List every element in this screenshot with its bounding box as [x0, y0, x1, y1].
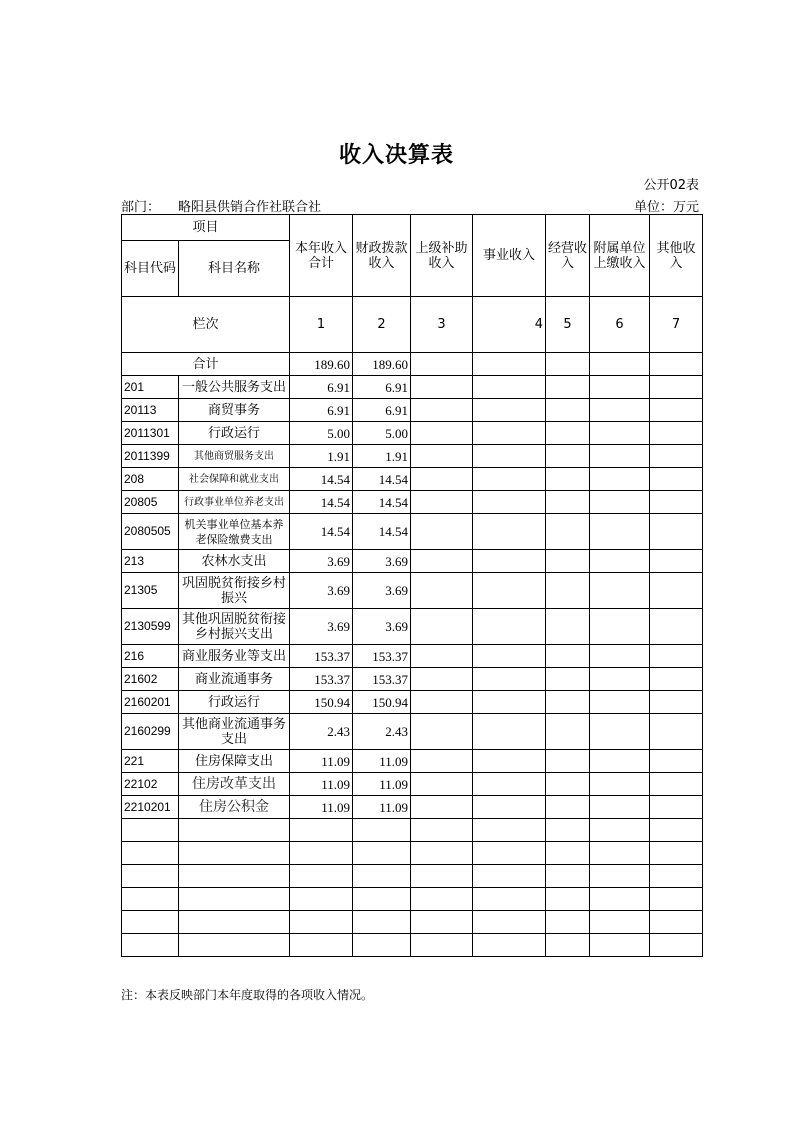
- empty-cell: [590, 399, 650, 422]
- table-row: [122, 609, 703, 645]
- empty-cell: [179, 888, 290, 911]
- page-title: 收入决算表: [338, 143, 454, 168]
- footnote: 注：本表反映部门本年度取得的各项收入情况。: [121, 988, 374, 1002]
- row-fiscal-appropriation: 11.09: [353, 773, 411, 796]
- empty-cell: [122, 819, 179, 842]
- empty-cell: [411, 750, 473, 773]
- empty-cell: [473, 750, 546, 773]
- empty-cell: [122, 934, 179, 957]
- row-name: 行政运行: [179, 691, 290, 714]
- empty-cell: [290, 911, 353, 934]
- row-name: 巩固脱贫衔接乡村振兴: [179, 573, 290, 609]
- total-income-value: 189.60: [290, 353, 353, 376]
- empty-cell: [650, 911, 703, 934]
- row-name: 住房改革支出: [179, 773, 290, 796]
- row-total-income: 150.94: [290, 691, 353, 714]
- column-index-4: 4: [473, 297, 546, 353]
- row-total-income: 14.54: [290, 491, 353, 514]
- empty-cell: [411, 714, 473, 750]
- empty-cell: [290, 888, 353, 911]
- empty-cell: [473, 514, 546, 550]
- empty-cell: [590, 550, 650, 573]
- empty-cell: [650, 550, 703, 573]
- row-code: 221: [122, 750, 179, 773]
- total-row: [122, 353, 703, 376]
- empty-cell: [546, 691, 590, 714]
- empty-cell: [411, 609, 473, 645]
- empty-row: [122, 865, 703, 888]
- empty-cell: [411, 491, 473, 514]
- row-total-income: 153.37: [290, 668, 353, 691]
- row-fiscal-appropriation: 11.09: [353, 796, 411, 819]
- row-code: 216: [122, 645, 179, 668]
- column-index-label: 栏次: [122, 297, 290, 353]
- row-code: 22102: [122, 773, 179, 796]
- empty-cell: [290, 934, 353, 957]
- empty-cell: [411, 468, 473, 491]
- table-row: [122, 491, 703, 514]
- empty-cell: [590, 750, 650, 773]
- empty-cell: [590, 819, 650, 842]
- empty-cell: [590, 668, 650, 691]
- row-code: 2011301: [122, 422, 179, 445]
- empty-cell: [590, 911, 650, 934]
- empty-cell: [546, 573, 590, 609]
- row-total-income: 6.91: [290, 376, 353, 399]
- row-fiscal-appropriation: 153.37: [353, 645, 411, 668]
- empty-cell: [546, 514, 590, 550]
- table-row: [122, 773, 703, 796]
- header-name: 科目名称: [179, 241, 290, 297]
- empty-cell: [650, 934, 703, 957]
- empty-cell: [546, 865, 590, 888]
- row-name: 商贸事务: [179, 399, 290, 422]
- row-code: 2210201: [122, 796, 179, 819]
- empty-cell: [473, 609, 546, 645]
- table-row: [122, 714, 703, 750]
- header-operating-income: 经营收入: [546, 215, 590, 297]
- empty-cell: [650, 750, 703, 773]
- empty-cell: [546, 376, 590, 399]
- empty-row: [122, 842, 703, 865]
- empty-cell: [546, 934, 590, 957]
- table-row: [122, 468, 703, 491]
- row-total-income: 14.54: [290, 514, 353, 550]
- empty-cell: [411, 773, 473, 796]
- empty-cell: [411, 819, 473, 842]
- empty-cell: [411, 399, 473, 422]
- empty-cell: [179, 842, 290, 865]
- row-fiscal-appropriation: 1.91: [353, 445, 411, 468]
- empty-cell: [353, 888, 411, 911]
- empty-cell: [546, 645, 590, 668]
- form-number: 公开02表: [643, 178, 699, 193]
- empty-cell: [473, 422, 546, 445]
- empty-cell: [650, 842, 703, 865]
- row-total-income: 153.37: [290, 645, 353, 668]
- empty-cell: [473, 645, 546, 668]
- empty-cell: [122, 865, 179, 888]
- table-row: [122, 550, 703, 573]
- empty-cell: [411, 445, 473, 468]
- row-fiscal-appropriation: 14.54: [353, 491, 411, 514]
- empty-cell: [546, 399, 590, 422]
- table-row: [122, 645, 703, 668]
- row-name: 其他巩固脱贫衔接乡村振兴支出: [179, 609, 290, 645]
- empty-cell: [546, 911, 590, 934]
- unit-label: 单位：万元: [633, 200, 699, 215]
- row-fiscal-appropriation: 14.54: [353, 514, 411, 550]
- empty-cell: [650, 773, 703, 796]
- empty-cell: [650, 888, 703, 911]
- column-index-row: [122, 297, 703, 353]
- column-index-2: 2: [353, 297, 411, 353]
- empty-cell: [290, 842, 353, 865]
- empty-cell: [650, 445, 703, 468]
- row-name: 其他商贸服务支出: [179, 445, 290, 468]
- header-fiscal-appropriation: 财政拨款收入: [353, 215, 411, 297]
- empty-cell: [650, 573, 703, 609]
- table-row: [122, 376, 703, 399]
- empty-cell: [590, 842, 650, 865]
- total-label: 合计: [122, 353, 290, 376]
- empty-cell: [590, 714, 650, 750]
- empty-cell: [650, 645, 703, 668]
- table-row: [122, 750, 703, 773]
- total-fiscal-value: 189.60: [353, 353, 411, 376]
- empty-cell: [590, 573, 650, 609]
- row-code: 21305: [122, 573, 179, 609]
- empty-cell: [473, 773, 546, 796]
- empty-cell: [411, 842, 473, 865]
- empty-cell: [353, 842, 411, 865]
- table-row: [122, 691, 703, 714]
- empty-cell: [546, 773, 590, 796]
- empty-cell: [179, 934, 290, 957]
- empty-cell: [122, 888, 179, 911]
- row-code: 2130599: [122, 609, 179, 645]
- empty-cell: [590, 609, 650, 645]
- empty-cell: [290, 865, 353, 888]
- row-name: 农林水支出: [179, 550, 290, 573]
- row-fiscal-appropriation: 153.37: [353, 668, 411, 691]
- row-name: 商业服务业等支出: [179, 645, 290, 668]
- empty-cell: [590, 422, 650, 445]
- empty-cell: [473, 376, 546, 399]
- empty-cell: [590, 491, 650, 514]
- row-code: 2160299: [122, 714, 179, 750]
- department-line: [121, 196, 321, 215]
- empty-cell: [353, 911, 411, 934]
- empty-cell: [411, 668, 473, 691]
- empty-cell: [650, 422, 703, 445]
- empty-cell: [473, 668, 546, 691]
- row-code: 2011399: [122, 445, 179, 468]
- empty-cell: [179, 911, 290, 934]
- empty-cell: [546, 609, 590, 645]
- row-code: 2080505: [122, 514, 179, 550]
- table-row: [122, 668, 703, 691]
- table-row: [122, 399, 703, 422]
- empty-cell: [411, 645, 473, 668]
- empty-cell: [411, 934, 473, 957]
- row-fiscal-appropriation: 2.43: [353, 714, 411, 750]
- empty-cell: [650, 668, 703, 691]
- header-item: 项目: [122, 215, 290, 241]
- empty-cell: [650, 609, 703, 645]
- empty-cell: [473, 819, 546, 842]
- empty-cell: [650, 819, 703, 842]
- empty-cell: [473, 888, 546, 911]
- row-fiscal-appropriation: 6.91: [353, 399, 411, 422]
- header-business-income: 事业收入: [473, 215, 546, 297]
- empty-cell: [411, 796, 473, 819]
- empty-cell: [590, 376, 650, 399]
- header-total-income: 本年收入合计: [290, 215, 353, 297]
- column-index-1: 1: [290, 297, 353, 353]
- row-fiscal-appropriation: 150.94: [353, 691, 411, 714]
- empty-row: [122, 934, 703, 957]
- row-total-income: 2.43: [290, 714, 353, 750]
- row-fiscal-appropriation: 14.54: [353, 468, 411, 491]
- row-total-income: 11.09: [290, 773, 353, 796]
- row-total-income: 3.69: [290, 573, 353, 609]
- empty-cell: [546, 468, 590, 491]
- empty-cell: [546, 819, 590, 842]
- empty-cell: [179, 865, 290, 888]
- empty-cell: [650, 468, 703, 491]
- empty-cell: [590, 514, 650, 550]
- row-total-income: 3.69: [290, 550, 353, 573]
- department-label: 部门：: [121, 200, 161, 215]
- row-code: 213: [122, 550, 179, 573]
- empty-cell: [590, 934, 650, 957]
- column-index-6: 6: [590, 297, 650, 353]
- empty-cell: [473, 691, 546, 714]
- empty-cell: [590, 865, 650, 888]
- empty-cell: [650, 796, 703, 819]
- row-name: 社会保障和就业支出: [179, 468, 290, 491]
- empty-cell: [122, 911, 179, 934]
- empty-cell: [590, 645, 650, 668]
- income-table: [121, 214, 703, 957]
- empty-cell: [590, 888, 650, 911]
- empty-cell: [590, 445, 650, 468]
- empty-cell: [546, 796, 590, 819]
- row-code: 208: [122, 468, 179, 491]
- row-fiscal-appropriation: 3.69: [353, 573, 411, 609]
- row-total-income: 11.09: [290, 796, 353, 819]
- empty-cell: [546, 550, 590, 573]
- empty-cell: [590, 773, 650, 796]
- table-row: [122, 514, 703, 550]
- empty-cell: [411, 422, 473, 445]
- department-name: 略阳县供销合作社联合社: [178, 200, 322, 215]
- header-other-income: 其他收入: [650, 215, 703, 297]
- empty-cell: [650, 691, 703, 714]
- column-index-7: 7: [650, 297, 703, 353]
- row-code: 201: [122, 376, 179, 399]
- empty-cell: [473, 865, 546, 888]
- row-total-income: 3.69: [290, 609, 353, 645]
- empty-cell: [290, 819, 353, 842]
- empty-cell: [353, 934, 411, 957]
- empty-cell: [590, 468, 650, 491]
- row-code: 20113: [122, 399, 179, 422]
- table-row: [122, 796, 703, 819]
- empty-row: [122, 819, 703, 842]
- empty-cell: [473, 796, 546, 819]
- row-total-income: 5.00: [290, 422, 353, 445]
- empty-row: [122, 911, 703, 934]
- empty-cell: [411, 514, 473, 550]
- empty-cell: [411, 550, 473, 573]
- empty-cell: [546, 750, 590, 773]
- row-name: 一般公共服务支出: [179, 376, 290, 399]
- empty-cell: [546, 422, 590, 445]
- table-row: [122, 422, 703, 445]
- row-fiscal-appropriation: 5.00: [353, 422, 411, 445]
- empty-cell: [473, 911, 546, 934]
- empty-cell: [411, 911, 473, 934]
- empty-cell: [179, 819, 290, 842]
- row-total-income: 11.09: [290, 750, 353, 773]
- empty-cell: [411, 573, 473, 609]
- row-code: 21602: [122, 668, 179, 691]
- row-name: 商业流通事务: [179, 668, 290, 691]
- row-name: 住房保障支出: [179, 750, 290, 773]
- empty-cell: [546, 888, 590, 911]
- row-total-income: 14.54: [290, 468, 353, 491]
- empty-cell: [473, 491, 546, 514]
- empty-cell: [353, 865, 411, 888]
- empty-cell: [473, 468, 546, 491]
- row-code: 2160201: [122, 691, 179, 714]
- column-index-5: 5: [546, 297, 590, 353]
- empty-cell: [590, 691, 650, 714]
- row-name: 行政事业单位养老支出: [179, 491, 290, 514]
- empty-cell: [473, 399, 546, 422]
- table-row: [122, 445, 703, 468]
- empty-cell: [546, 714, 590, 750]
- empty-cell: [546, 668, 590, 691]
- empty-cell: [650, 491, 703, 514]
- column-index-3: 3: [411, 297, 473, 353]
- row-total-income: 6.91: [290, 399, 353, 422]
- empty-cell: [353, 819, 411, 842]
- empty-cell: [411, 888, 473, 911]
- row-fiscal-appropriation: 3.69: [353, 609, 411, 645]
- empty-cell: [650, 399, 703, 422]
- empty-cell: [411, 376, 473, 399]
- empty-cell: [546, 445, 590, 468]
- empty-cell: [650, 865, 703, 888]
- empty-cell: [473, 573, 546, 609]
- empty-cell: [473, 550, 546, 573]
- table-row: [122, 573, 703, 609]
- row-total-income: 1.91: [290, 445, 353, 468]
- row-code: 20805: [122, 491, 179, 514]
- empty-cell: [473, 445, 546, 468]
- empty-cell: [411, 865, 473, 888]
- row-fiscal-appropriation: 11.09: [353, 750, 411, 773]
- empty-cell: [650, 514, 703, 550]
- row-name: 机关事业单位基本养老保险缴费支出: [179, 514, 290, 550]
- empty-cell: [473, 714, 546, 750]
- row-name: 住房公积金: [179, 796, 290, 819]
- row-name: 其他商业流通事务支出: [179, 714, 290, 750]
- row-fiscal-appropriation: 6.91: [353, 376, 411, 399]
- header-affiliated-remittance: 附属单位上缴收入: [590, 215, 650, 297]
- empty-cell: [411, 691, 473, 714]
- row-name: 行政运行: [179, 422, 290, 445]
- empty-cell: [122, 842, 179, 865]
- empty-cell: [546, 491, 590, 514]
- empty-row: [122, 888, 703, 911]
- empty-cell: [473, 842, 546, 865]
- empty-cell: [590, 796, 650, 819]
- header-superior-subsidy: 上级补助收入: [411, 215, 473, 297]
- empty-cell: [650, 376, 703, 399]
- row-fiscal-appropriation: 3.69: [353, 550, 411, 573]
- empty-cell: [473, 934, 546, 957]
- empty-cell: [546, 842, 590, 865]
- header-code: 科目代码: [122, 241, 179, 297]
- header-row-1: [122, 215, 703, 241]
- empty-cell: [650, 714, 703, 750]
